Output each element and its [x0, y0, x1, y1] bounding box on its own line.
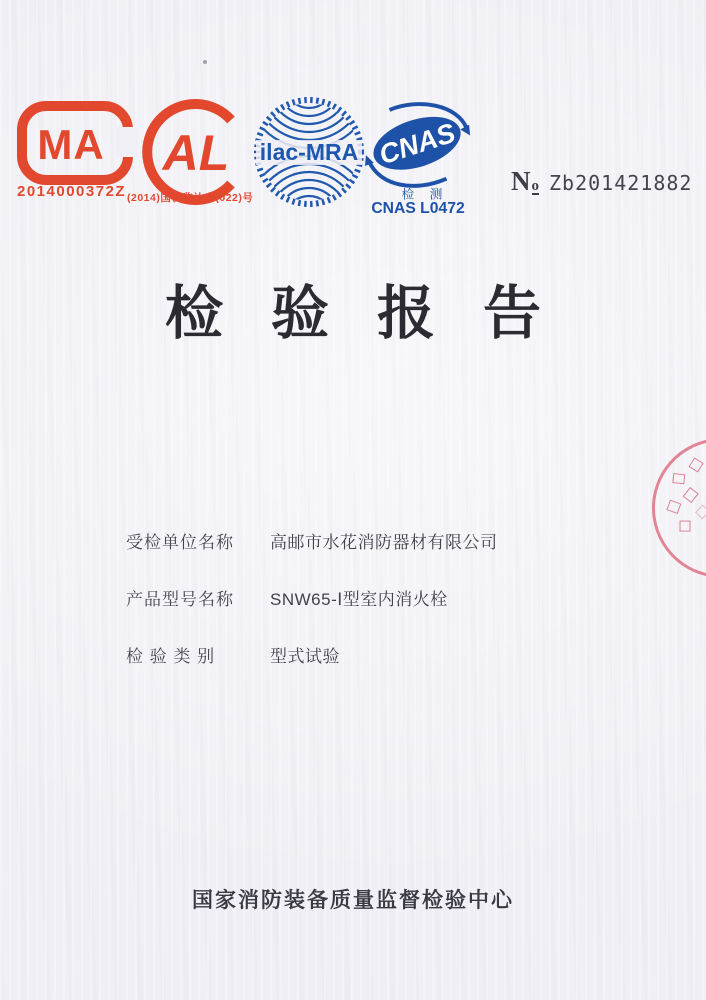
seal-character-mark [666, 500, 681, 514]
cma-mark-text: MA [37, 121, 105, 168]
seal-character-mark [672, 473, 685, 484]
report-number-value: Zb201421882 [549, 171, 693, 195]
report-number-prefix-n: N [511, 166, 531, 196]
report-fields [126, 528, 498, 699]
seal-character-mark [680, 521, 691, 532]
seal-character-mark [689, 457, 704, 472]
cma-certificate-number: 2014000372Z [17, 183, 127, 200]
issuing-organization: 国家消防装备质量监督检验中心 [192, 889, 514, 912]
cal-mark-text: AL [162, 125, 230, 181]
cnas-logo-icon [364, 100, 474, 218]
field-row-inspected-unit [126, 528, 498, 553]
field-row-product-model [126, 585, 498, 610]
scan-speck [203, 60, 207, 64]
seal-character-mark [695, 504, 706, 519]
field-row-inspection-type [126, 642, 498, 667]
cal-certificate-caption: (2014)国认监认字(022)号 [127, 192, 254, 204]
cnas-mark-text: CNAS [375, 116, 459, 171]
seal-character-mark [683, 487, 699, 503]
field-value: SNW65-Ⅰ型室内消火栓 [270, 590, 448, 609]
official-seal-stamp [637, 423, 706, 593]
report-number [511, 166, 692, 197]
field-value: 型式试验 [270, 647, 340, 666]
report-number-prefix-o: o [531, 178, 539, 194]
ilac-mark-text: ilac-MRA [259, 139, 359, 165]
cnas-caption-code: CNAS L0472 [371, 200, 465, 218]
field-value: 高邮市水花消防器材有限公司 [270, 533, 498, 552]
page-title: 检验报告 [164, 281, 589, 346]
field-label: 检 验 类 别 [126, 647, 216, 666]
ilac-mra-logo-icon [253, 96, 365, 208]
cnas-caption-cn: 检 测 [401, 186, 449, 202]
field-label: 受检单位名称 [126, 533, 234, 552]
cma-logo-icon [16, 100, 138, 188]
field-label: 产品型号名称 [126, 590, 234, 609]
